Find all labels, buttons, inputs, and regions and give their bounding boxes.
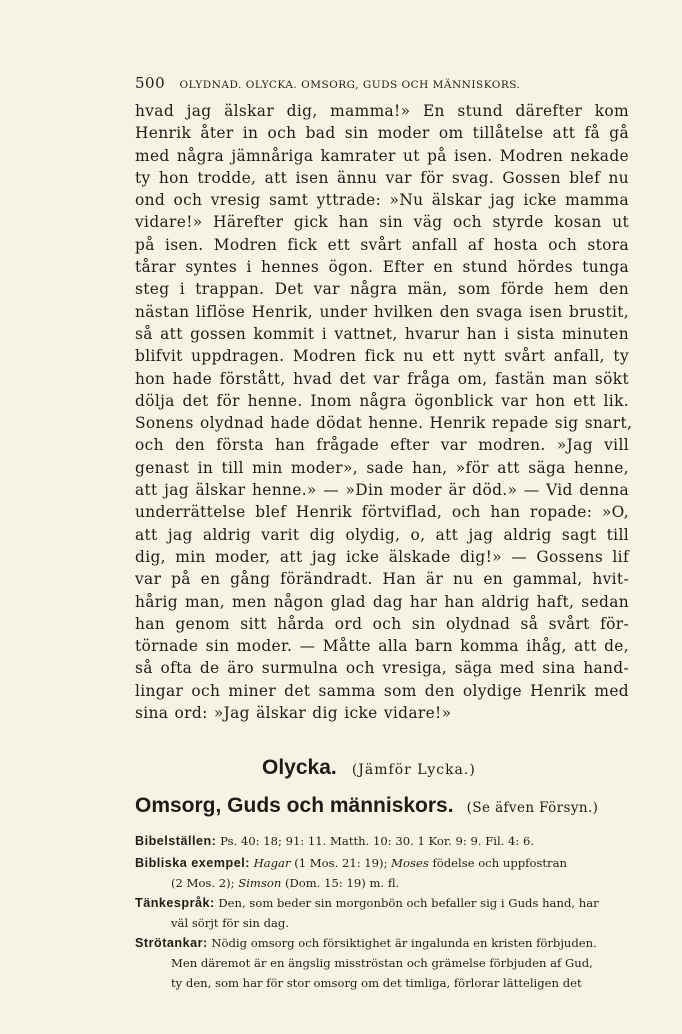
body-line: ond och vresig samt yttrade: »Nu älskar jag icke mamma	[135, 191, 629, 210]
body-line: nästan liflöse Henrik, under hvilken den svaga isen brustit,	[135, 302, 629, 321]
body-line: så ofta de äro surmulna och vresiga, säga med sina hand-	[135, 659, 629, 678]
body-line: hvad jag älskar dig, mamma!» En stund därefter kom	[135, 102, 629, 120]
entry-heading-omsorg	[135, 794, 598, 818]
label-bibelstallen: Bibelställen:	[135, 834, 217, 848]
page-number: 500	[135, 74, 166, 92]
name-simson: Simson	[238, 876, 282, 890]
body-line: och den första han frågade efter var modren. »Jag vill	[135, 436, 629, 455]
name-moses: Moses	[391, 856, 429, 870]
body-line: på isen. Modren fick ett svårt anfall af hosta och stora	[135, 235, 629, 254]
body-line: tårar syntes i hennes ögon. Efter en stund hördes tunga	[135, 258, 629, 277]
entry-heading-olycka	[262, 756, 476, 780]
text-moses: födelse och uppfostran	[432, 856, 567, 870]
body-line: lingar och miner det samma som den olydige Henrik med	[135, 681, 629, 700]
body-line: så att gossen kommit i vattnet, hvarur han i sista minuten	[135, 324, 629, 343]
strotankar-line-2: Men däremot är en ängslig misströstan och grämelse förbjuden af Gud,	[171, 956, 593, 970]
body-line: han genom sitt hårda ord och sin olydnad så svårt för-	[135, 614, 629, 633]
name-hagar: Hagar	[253, 856, 291, 870]
story-paragraph	[135, 100, 633, 724]
entry-tankesprak	[135, 893, 629, 933]
ref-hagar: (1 Mos. 21: 19);	[294, 856, 388, 870]
entry-bibliska-exempel	[135, 853, 629, 893]
entry-strotankar	[135, 933, 629, 993]
label-bibliska-exempel: Bibliska exempel:	[135, 856, 250, 870]
body-line: törnade sin moder. — Måtte alla barn komma ihåg, att de,	[135, 637, 629, 656]
body-line: blifvit uppdragen. Modren fick nu ett nytt svårt anfall, ty	[135, 347, 629, 366]
entry-bibelstallen	[135, 831, 629, 851]
text-bibelstallen: Ps. 40: 18; 91: 11. Matth. 10: 30. 1 Kor. 9: 9. Fil. 4: 6.	[220, 834, 535, 848]
body-line: att jag älskar henne.» — »Din moder är död.» — Vid denna	[135, 481, 629, 500]
body-line: dig, min moder, att jag icke älskade dig!» — Gossens lif	[135, 547, 629, 566]
headword-olycka: Olycka.	[262, 756, 337, 779]
body-line: hon hade förstått, hvad det var fråga om, fastän man sökt	[135, 369, 629, 388]
running-head	[135, 74, 655, 92]
tankesprak-line-1: Den, som beder sin morgonbön och befaller sig i Guds hand, har	[218, 896, 599, 910]
label-tankesprak: Tänkespråk:	[135, 896, 215, 910]
body-line: var på en gång förändradt. Han är nu en gammal, hvit-	[135, 570, 629, 589]
body-line: sina ord: »Jag älskar dig icke vidare!»	[135, 704, 452, 723]
strotankar-line-1: Nödig omsorg och försiktighet är ingalunda en kristen förbjuden.	[211, 936, 597, 950]
ref-simson: (Dom. 15: 19) m. fl.	[284, 876, 400, 890]
body-line: underrättelse blef Henrik förtviflad, och han ropade: »O,	[135, 503, 629, 522]
body-line: vidare!» Härefter gick han sin väg och styrde kosan ut	[135, 213, 629, 232]
body-line: dölja det för henne. Inom några ögonblick var hon ett lik.	[135, 391, 629, 410]
body-line: Sonens olydnad hade dödat henne. Henrik repade sig snart,	[135, 414, 633, 433]
body-line: att jag aldrig varit dig olydig, o, att jag aldrig sagt till	[135, 525, 629, 544]
body-line: Henrik åter in och bad sin moder om tillåtelse att få gå	[135, 124, 629, 143]
ref-moses: (2 Mos. 2);	[171, 876, 235, 890]
strotankar-line-3: ty den, som har för stor omsorg om det timliga, förlorar lätteligen det	[171, 976, 582, 990]
label-strotankar: Strötankar:	[135, 936, 208, 950]
bibliska-continuation	[135, 873, 629, 893]
running-title: OLYDNAD. OLYCKA. OMSORG, GUDS OCH MÄNNISKORS.	[179, 79, 521, 91]
body-line: genast in till min moder», sade han, »för att säga henne,	[135, 458, 629, 477]
see-also-olycka: (Jämför Lycka.)	[351, 762, 476, 778]
see-also-omsorg: (Se äfven Försyn.)	[466, 800, 599, 816]
body-line: hårig man, men någon glad dag har han aldrig haft, sedan	[135, 592, 629, 611]
tankesprak-line-2: väl sörjt för sin dag.	[171, 916, 290, 930]
body-line: steg i trappan. Det var några män, som förde hem den	[135, 280, 629, 299]
body-line: med några jämnåriga kamrater ut på isen. Modren nekade	[135, 146, 629, 165]
headword-omsorg: Omsorg, Guds och människors.	[135, 794, 454, 817]
body-line: ty hon trodde, att isen ännu var för svag. Gossen blef nu	[135, 168, 629, 187]
